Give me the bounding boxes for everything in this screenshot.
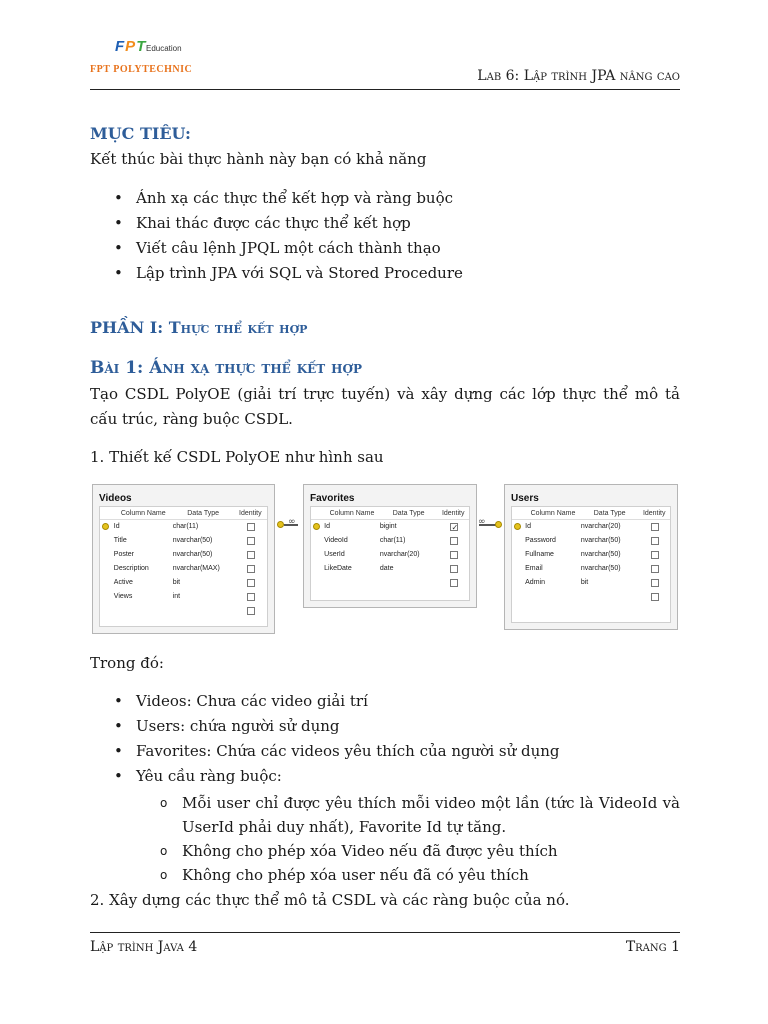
identity-cell	[638, 576, 670, 590]
identity-checkbox[interactable]	[247, 579, 255, 587]
key-cell	[311, 520, 322, 534]
data-type-cell	[380, 576, 438, 590]
fpt-logo	[90, 38, 220, 82]
column-name-cell: Id	[525, 523, 531, 530]
list-item: • Yêu cầu ràng buộc:	[112, 764, 682, 789]
header-title: Lab 6: Lập trình JPA nâng cao	[477, 68, 680, 84]
list-item: o Mỗi user chỉ được yêu thích mỗi video một lần (tức là VideoId và UserId phải duy nhất), Favorite Id tự tăng.	[158, 791, 680, 839]
table-rows	[512, 520, 670, 604]
identity-checkbox[interactable]	[651, 593, 659, 601]
column-name-cell: Title	[113, 537, 127, 544]
column-header: Data Type	[392, 510, 425, 517]
database-diagram	[90, 482, 680, 638]
data-type-cell: nvarchar(MAX)	[172, 565, 220, 572]
identity-checkbox[interactable]	[247, 551, 255, 559]
table-row	[512, 590, 670, 604]
key-cell	[100, 562, 112, 576]
column-name-cell	[523, 590, 581, 604]
data-type-cell: char(11)	[379, 537, 406, 544]
column-header: Column Name	[530, 510, 576, 517]
key-cell	[311, 576, 322, 590]
column-name-cell: Id	[113, 523, 120, 530]
identity-cell	[437, 576, 469, 590]
key-cell	[311, 562, 322, 576]
identity-checkbox[interactable]	[651, 565, 659, 573]
identity-checkbox[interactable]	[450, 579, 458, 587]
table-row	[512, 562, 670, 576]
column-name-cell: Description	[113, 565, 149, 572]
column-name-cell	[112, 604, 173, 618]
objectives-intro: Kết thúc bài thực hành này bạn có khả năng	[90, 150, 427, 168]
infinity-icon: ∞	[288, 517, 296, 527]
column-name-cell: Password	[525, 537, 556, 544]
table-row	[100, 576, 267, 590]
column-header: Identity	[642, 510, 666, 517]
lesson1-description: Tạo CSDL PolyOE (giải trí trực tuyến) và xây dựng các lớp thực thể mô tả cấu trúc, ràng buộc CSDL.	[90, 385, 680, 428]
column-header: Identity	[239, 510, 262, 517]
key-cell	[512, 576, 523, 590]
table-grid	[310, 506, 470, 601]
column-name-cell: Email	[525, 565, 543, 572]
column-name-cell: Fullname	[525, 551, 554, 558]
column-name-cell: LikeDate	[324, 565, 352, 572]
page-footer	[90, 932, 680, 962]
column-header: Column Name	[120, 510, 166, 517]
identity-checkbox[interactable]	[247, 593, 255, 601]
identity-cell	[638, 548, 670, 562]
footer-course: Lập trình Java 4	[90, 939, 198, 955]
identity-checkbox[interactable]	[247, 565, 255, 573]
videos-table	[92, 484, 275, 634]
data-type-cell: bit	[580, 579, 589, 586]
table-row	[100, 562, 267, 576]
key-cell	[512, 590, 523, 604]
list-item: o Không cho phép xóa user nếu đã có yêu thích	[158, 863, 680, 887]
identity-cell	[234, 534, 267, 548]
column-header-row	[512, 507, 670, 520]
table-row	[100, 534, 267, 548]
identity-checkbox[interactable]	[651, 551, 659, 559]
identity-checkbox[interactable]	[651, 537, 659, 545]
table-row	[100, 604, 267, 618]
table-rows	[311, 520, 469, 590]
part1-heading: PHẦN I: Thực thể kết hợp	[90, 318, 308, 337]
identity-cell	[234, 548, 267, 562]
list-item: • Lập trình JPA với SQL và Stored Procedure	[112, 261, 682, 286]
identity-cell	[234, 520, 267, 534]
column-name-cell: Active	[113, 579, 133, 586]
table-grid	[511, 506, 671, 623]
table-row	[512, 576, 670, 590]
infinity-icon: ∞	[478, 517, 486, 527]
identity-checkbox[interactable]	[651, 579, 659, 587]
key-cell	[100, 604, 112, 618]
key-cell	[311, 548, 322, 562]
column-header: Identity	[441, 510, 465, 517]
list-item: • Videos: Chưa các video giải trí	[112, 689, 682, 714]
table-grid	[99, 506, 268, 627]
data-type-cell: char(11)	[172, 523, 199, 530]
constraints-list	[158, 791, 680, 887]
identity-cell	[437, 548, 469, 562]
identity-cell	[638, 520, 670, 534]
primary-key-icon	[313, 523, 320, 530]
identity-cell	[234, 562, 267, 576]
data-type-cell: nvarchar(50)	[580, 537, 621, 544]
data-type-cell: bit	[172, 579, 181, 586]
table-row	[311, 548, 469, 562]
identity-cell	[437, 534, 469, 548]
identity-checkbox[interactable]	[450, 523, 458, 531]
identity-cell	[234, 576, 267, 590]
objectives-list	[112, 186, 682, 286]
column-name-cell	[322, 576, 380, 590]
column-header: Data Type	[187, 510, 220, 517]
data-type-cell: nvarchar(20)	[379, 551, 420, 558]
data-type-cell: nvarchar(50)	[580, 565, 621, 572]
primary-key-icon	[514, 523, 521, 530]
key-cell	[100, 520, 112, 534]
favorites-table	[303, 484, 477, 608]
table-title: Videos	[99, 493, 132, 504]
data-type-cell: nvarchar(20)	[580, 523, 621, 530]
table-row	[100, 548, 267, 562]
logo-polytechnic-text: FPT POLYTECHNIC	[90, 64, 193, 75]
data-type-cell: int	[172, 593, 181, 600]
list-item: • Favorites: Chứa các videos yêu thích của người sử dụng	[112, 739, 682, 764]
column-name-cell: Id	[324, 523, 330, 530]
identity-cell	[638, 534, 670, 548]
key-cell	[512, 562, 523, 576]
column-name-cell: VideoId	[324, 537, 348, 544]
step1-text: 1. Thiết kế CSDL PolyOE như hình sau	[90, 448, 384, 466]
table-row	[311, 562, 469, 576]
relation-key-icon	[277, 521, 284, 528]
step2-text: 2. Xây dựng các thực thể mô tả CSDL và các ràng buộc của nó.	[90, 891, 570, 909]
table-row	[100, 590, 267, 604]
key-cell	[100, 534, 112, 548]
data-type-cell	[173, 604, 234, 618]
identity-cell	[638, 590, 670, 604]
footer-page-number: Trang 1	[625, 939, 680, 955]
identity-cell	[437, 520, 469, 534]
column-name-cell: Views	[113, 593, 133, 600]
key-cell	[100, 576, 112, 590]
identity-checkbox[interactable]	[450, 565, 458, 573]
key-cell	[100, 590, 112, 604]
identity-cell	[638, 562, 670, 576]
column-name-cell: UserId	[324, 551, 345, 558]
column-name-cell: Poster	[113, 551, 135, 558]
data-type-cell	[581, 590, 639, 604]
table-rows	[100, 520, 267, 618]
identity-checkbox[interactable]	[651, 523, 659, 531]
details-intro: Trong đó:	[90, 654, 164, 672]
list-item: • Viết câu lệnh JPQL một cách thành thạo	[112, 236, 682, 261]
identity-checkbox[interactable]	[450, 537, 458, 545]
table-title: Users	[511, 493, 539, 504]
data-type-cell: date	[379, 565, 394, 572]
table-row	[100, 520, 267, 534]
table-row	[512, 548, 670, 562]
data-type-cell: nvarchar(50)	[172, 537, 213, 544]
identity-checkbox[interactable]	[247, 523, 255, 531]
list-item: o Không cho phép xóa Video nếu đã được yêu thích	[158, 839, 680, 863]
users-table	[504, 484, 678, 630]
table-row	[311, 520, 469, 534]
logo-fpt-text: FPT	[115, 38, 147, 55]
column-header-row	[100, 507, 267, 520]
table-row	[311, 576, 469, 590]
key-cell	[100, 548, 112, 562]
identity-cell	[234, 604, 267, 618]
table-row	[512, 520, 670, 534]
primary-key-icon	[102, 523, 109, 530]
data-type-cell: nvarchar(50)	[172, 551, 213, 558]
table-title: Favorites	[310, 493, 355, 504]
data-type-cell: bigint	[379, 523, 397, 530]
details-list	[112, 689, 682, 789]
relation-key-icon	[495, 521, 502, 528]
column-header: Column Name	[329, 510, 375, 517]
list-item: • Ánh xạ các thực thể kết hợp và ràng buộc	[112, 186, 682, 211]
page-header	[90, 38, 680, 90]
identity-checkbox[interactable]	[247, 537, 255, 545]
key-cell	[512, 520, 523, 534]
lesson1-heading: Bài 1: Ánh xạ thực thể kết hợp	[90, 358, 362, 378]
objectives-heading: MỤC TIÊU:	[90, 124, 191, 143]
table-row	[311, 534, 469, 548]
identity-checkbox[interactable]	[247, 607, 255, 615]
data-type-cell: nvarchar(50)	[580, 551, 621, 558]
column-header-row	[311, 507, 469, 520]
identity-cell	[234, 590, 267, 604]
logo-education-text: Education	[146, 44, 182, 53]
identity-checkbox[interactable]	[450, 551, 458, 559]
column-header: Data Type	[593, 510, 626, 517]
key-cell	[512, 534, 523, 548]
key-cell	[512, 548, 523, 562]
column-name-cell: Admin	[525, 579, 545, 586]
list-item: • Users: chứa người sử dụng	[112, 714, 682, 739]
table-row	[512, 534, 670, 548]
key-cell	[311, 534, 322, 548]
list-item: • Khai thác được các thực thể kết hợp	[112, 211, 682, 236]
identity-cell	[437, 562, 469, 576]
